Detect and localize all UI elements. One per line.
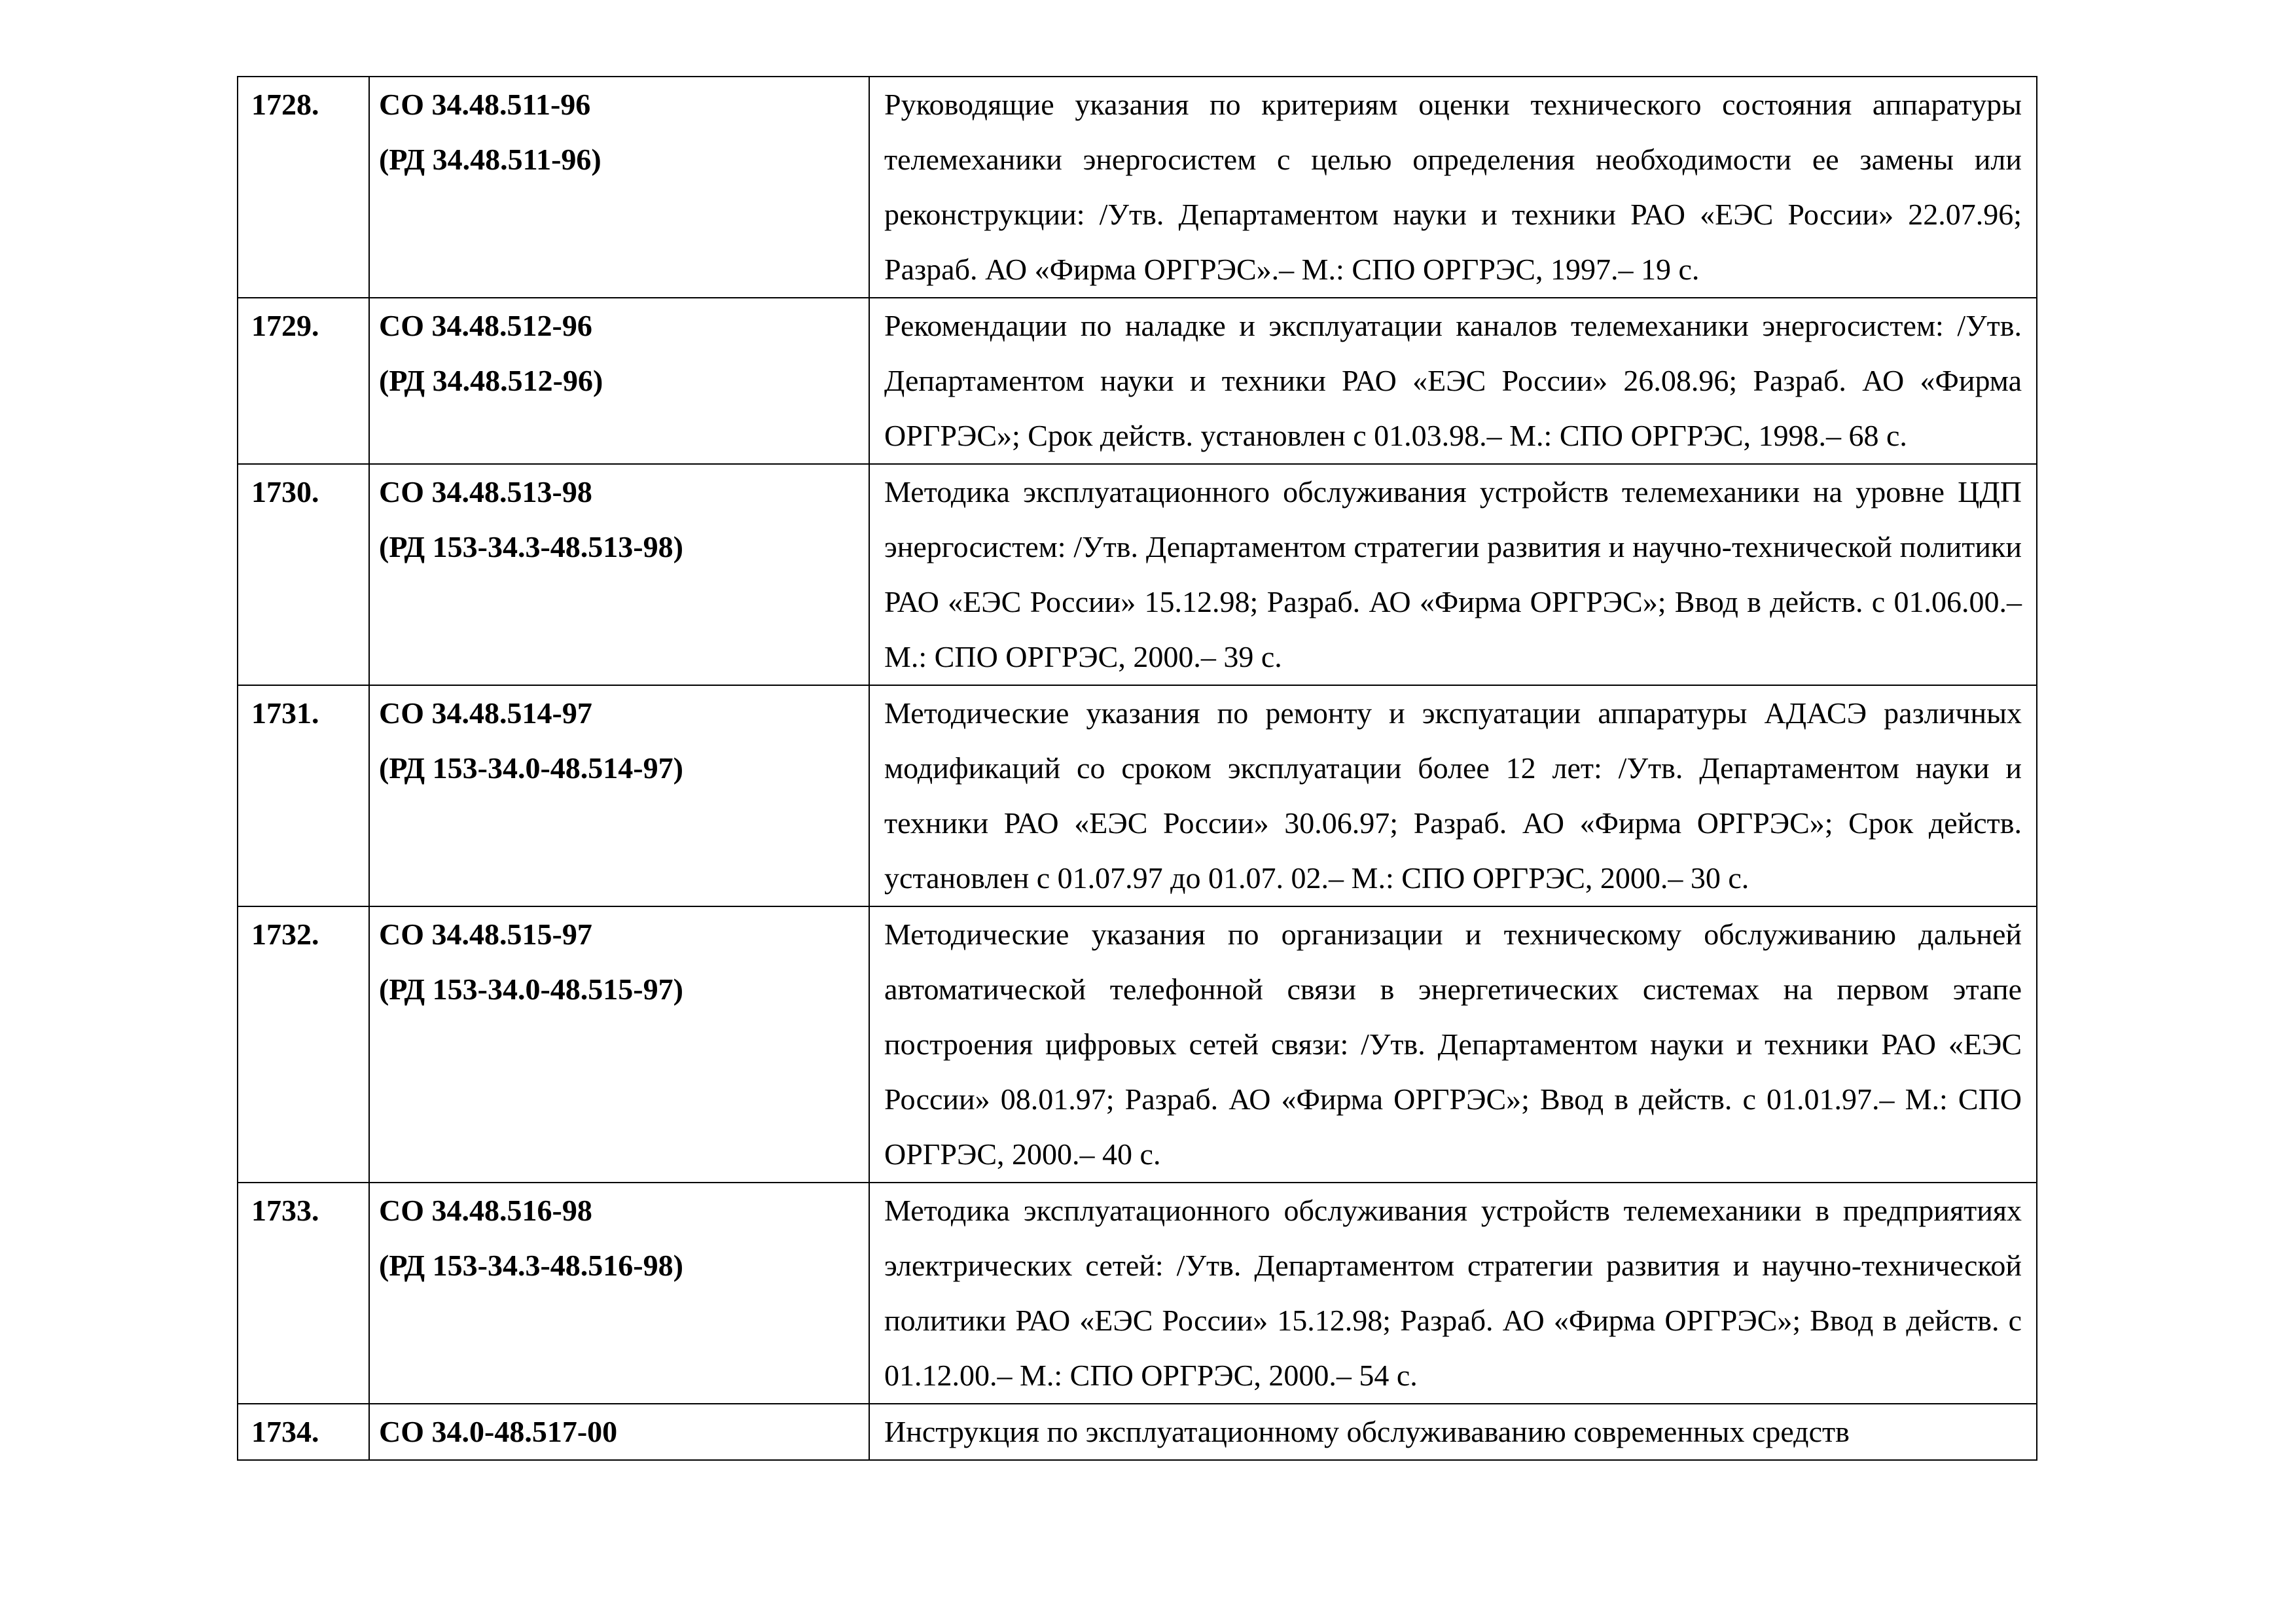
document-alt-code: (РД 153-34.3-48.516-98) <box>379 1249 683 1282</box>
document-description-cell <box>869 1404 2037 1460</box>
document-alt-code: (РД 153-34.3-48.513-98) <box>379 530 683 563</box>
document-description-cell <box>869 906 2037 1183</box>
document-code-cell <box>369 685 869 906</box>
entry-number: 1732. <box>238 906 369 1183</box>
document-description: Методика эксплуатационного обслуживания устройств телемеханики на уровне ЦДП энергосистем: /Утв. Департаментом стратегии развития и научно-технической политики РАО «ЕЭС России» 15.12.98; Разраб. АО «Фирма ОРГРЭС»; Ввод в действ. с 01.06.00.– М.: СПО ОРГРЭС, 2000.– 39 с. <box>884 475 2022 673</box>
document-description-cell <box>869 1183 2037 1404</box>
table-row <box>238 298 2037 464</box>
entry-number: 1734. <box>238 1404 369 1460</box>
document-code: СО 34.48.513-98 <box>379 475 592 508</box>
entry-number: 1728. <box>238 77 369 298</box>
document-code: СО 34.48.516-98 <box>379 1194 592 1227</box>
entry-number: 1729. <box>238 298 369 464</box>
document-alt-code: (РД 153-34.0-48.515-97) <box>379 972 683 1006</box>
document-description: Рекомендации по наладке и эксплуатации каналов телемеханики энергосистем: /Утв. Департаментом науки и техники РАО «ЕЭС России» 26.08.96; Разраб. АО «Фирма ОРГРЭС»; Срок действ. установлен с 01.03.98.– М.: СПО ОРГРЭС, 1998.– 68 с. <box>884 309 2022 452</box>
document-description: Методические указания по организации и техническому обслуживанию дальней автоматической телефонной связи в энергетических системах на первом этапе построения цифровых сетей связи: /Утв. Департаментом науки и техники РАО «ЕЭС России» 08.01.97; Разраб. АО «Фирма ОРГРЭС»; Ввод в действ. с 01.01.97.– М.: СПО ОРГРЭС, 2000.– 40 с. <box>884 918 2022 1171</box>
document-alt-code: (РД 153-34.0-48.514-97) <box>379 751 683 785</box>
entry-number: 1730. <box>238 464 369 685</box>
document-code-cell <box>369 1404 869 1460</box>
document-description-cell <box>869 298 2037 464</box>
document-code-cell <box>369 298 869 464</box>
table-row <box>238 464 2037 685</box>
table-row <box>238 685 2037 906</box>
document-code-cell <box>369 77 869 298</box>
table-row <box>238 1183 2037 1404</box>
table-row <box>238 77 2037 298</box>
document-code: СО 34.0-48.517-00 <box>379 1415 618 1448</box>
document-code: СО 34.48.514-97 <box>379 696 592 730</box>
table-row <box>238 1404 2037 1460</box>
entry-number: 1733. <box>238 1183 369 1404</box>
table-row <box>238 906 2037 1183</box>
document-code-cell <box>369 906 869 1183</box>
document-table <box>237 76 2037 1461</box>
document-code: СО 34.48.511-96 <box>379 88 591 121</box>
document-code-cell <box>369 1183 869 1404</box>
entry-number: 1731. <box>238 685 369 906</box>
document-code-cell <box>369 464 869 685</box>
document-description-cell <box>869 464 2037 685</box>
document-description: Методика эксплуатационного обслуживания устройств телемеханики в предприятиях электрических сетей: /Утв. Департаментом стратегии развития и научно-технической политики РАО «ЕЭС России» 15.12.98; Разраб. АО «Фирма ОРГРЭС»; Ввод в действ. с 01.12.00.– М.: СПО ОРГРЭС, 2000.– 54 с. <box>884 1194 2022 1392</box>
document-code: СО 34.48.515-97 <box>379 918 592 951</box>
document-description-cell <box>869 685 2037 906</box>
document-description-cell <box>869 77 2037 298</box>
document-alt-code: (РД 34.48.512-96) <box>379 364 603 397</box>
document-code: СО 34.48.512-96 <box>379 309 592 342</box>
document-alt-code: (РД 34.48.511-96) <box>379 143 601 176</box>
document-description: Инструкция по эксплуатационному обслуживаванию современных средств <box>884 1415 1850 1448</box>
table-body <box>238 77 2037 1460</box>
document-description: Методические указания по ремонту и экспуатации аппаратуры АДАСЭ различных модификаций со сроком эксплуатации более 12 лет: /Утв. Департаментом науки и техники РАО «ЕЭС России» 30.06.97; Разраб. АО «Фирма ОРГРЭС»; Срок действ. установлен с 01.07.97 до 01.07. 02.– М.: СПО ОРГРЭС, 2000.– 30 с. <box>884 696 2022 895</box>
document-description: Руководящие указания по критериям оценки технического состояния аппаратуры телемеханики энергосистем с целью определения необходимости ее замены или реконструкции: /Утв. Департаментом науки и техники РАО «ЕЭС России» 22.07.96; Разраб. АО «Фирма ОРГРЭС».– М.: СПО ОРГРЭС, 1997.– 19 с. <box>884 88 2022 286</box>
